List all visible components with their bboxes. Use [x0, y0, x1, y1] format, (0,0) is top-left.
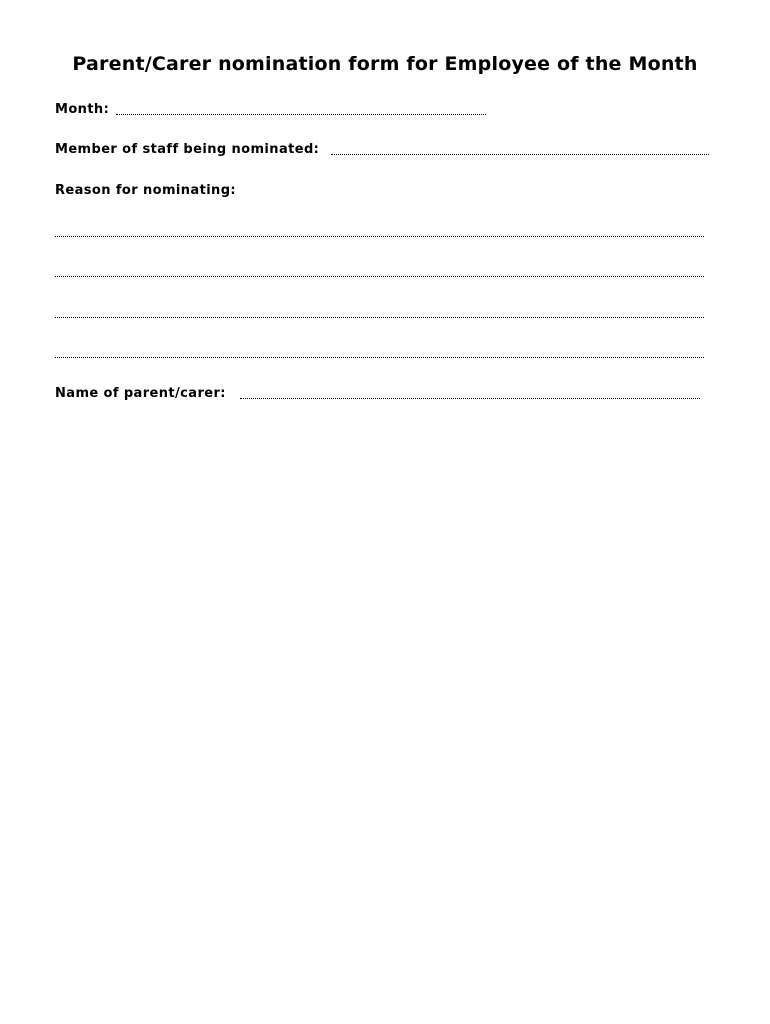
reason-label: Reason for nominating:: [55, 183, 237, 198]
staff-label: Member of staff being nominated:: [55, 142, 320, 157]
staff-field[interactable]: [331, 153, 709, 155]
month-label: Month:: [55, 102, 110, 117]
reason-row: [55, 183, 236, 199]
parent-label: Name of parent/carer:: [55, 386, 226, 401]
month-row: [55, 102, 486, 118]
form-title: Parent/Carer nomination form for Employee of the Month: [72, 53, 698, 75]
reason-line[interactable]: [55, 357, 704, 358]
reason-line[interactable]: [55, 317, 704, 318]
reason-line[interactable]: [55, 236, 704, 237]
reason-line[interactable]: [55, 276, 704, 277]
parent-row: [55, 386, 700, 402]
month-field[interactable]: [116, 113, 486, 115]
staff-row: [55, 142, 709, 158]
parent-name-field[interactable]: [240, 397, 700, 399]
